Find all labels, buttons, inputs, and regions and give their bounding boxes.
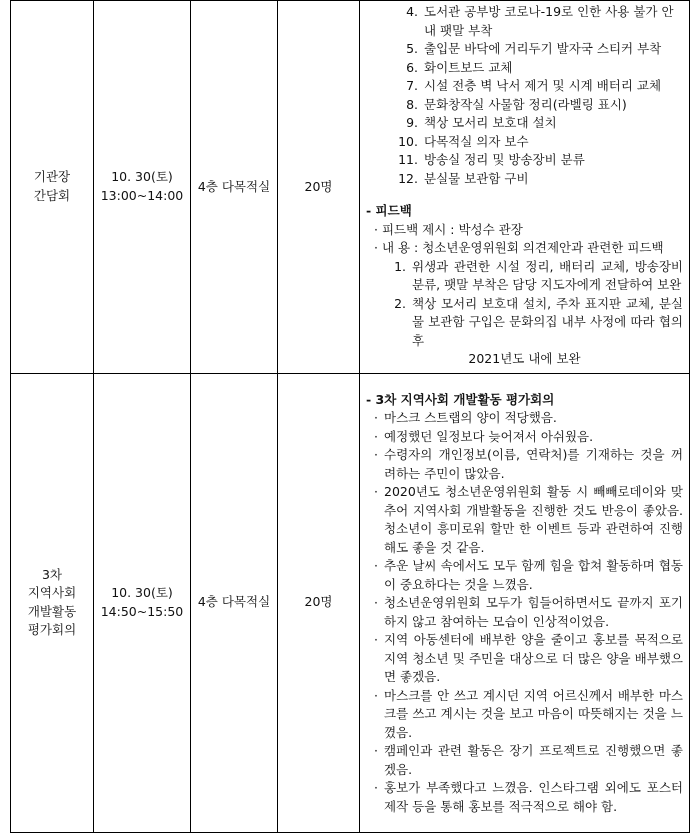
list-item-number: 9. [406, 115, 418, 130]
participant-count: 20명 [304, 594, 333, 610]
feedback-item-text: 책상 모서리 보호대 설치, 주차 표지판 교체, 분실물 보관함 구입은 문화의집 내부 사정에 따라 협의 후 [412, 295, 683, 348]
list-item-text: 문화창작실 사물함 정리(라벨링 표시) [424, 96, 627, 112]
list-item-number: 8. [406, 96, 418, 112]
feedback-item [384, 258, 683, 295]
evaluation-item-text: 수령자의 개인정보(이름, 연락처)를 기재하는 것을 꺼려하는 주민이 많았음. [384, 447, 683, 481]
meeting-name-cell [11, 373, 94, 832]
feedback-list [366, 258, 683, 351]
list-item-text: 출입문 바닥에 거리두기 발자국 스티커 부착 [424, 41, 662, 56]
bullet-dot: · [374, 632, 378, 648]
list-item-number: 7. [406, 78, 418, 93]
evaluation-item [366, 409, 683, 428]
list-item-text: 도서관 공부방 코로나-19로 인한 사용 불가 안내 팻말 부착 [424, 4, 674, 38]
bullet-dot: · [374, 558, 378, 574]
meeting-date: 10. 30(토) [111, 169, 173, 185]
bullet-dot: · [374, 484, 378, 500]
meeting-name-cell [11, 1, 94, 374]
list-item [396, 151, 683, 170]
evaluation-item-text: 추운 날씨 속에서도 모두 함께 힘을 합쳐 활동하며 협동이 중요하다는 것을 느꼈음. [384, 558, 683, 592]
evaluation-list [366, 409, 683, 816]
list-item-text: 시설 전층 벽 낙서 제거 및 시계 배터리 교체 [424, 78, 662, 93]
feedback-last-line: 2021년도 내에 보완 [468, 351, 581, 366]
evaluation-item-text: 마스크를 안 쓰고 계시던 지역 어르신께서 배부한 마스크를 쓰고 계시는 것을 보고 마음이 따뜻해지는 것을 느꼈음. [384, 687, 683, 740]
place-cell [191, 373, 278, 832]
list-item [396, 96, 683, 115]
bullet-dot: · [374, 447, 378, 463]
evaluation-item-text: 캠페인과 관련 활동은 장기 프로젝트로 진행했으면 좋겠음. [384, 743, 683, 777]
list-item [396, 3, 683, 40]
place-cell [191, 1, 278, 374]
bullet-dot: · [374, 780, 378, 796]
feedback-item-number: 1. [394, 258, 406, 274]
list-item-text: 화이트보드 교체 [424, 59, 513, 75]
evaluation-item [366, 446, 683, 483]
evaluation-item [366, 687, 683, 743]
section-title: - 3차 지역사회 개발활동 평가회의 [366, 391, 555, 407]
evaluation-item-text: 2020년도 청소년운영위원회 활동 시 빼빼로데이와 맞추어 지역사회 개발활동을 진행한 것도 반응이 좋았음. 청소년이 흥미로워 할만 한 이벤트 등과 관련하여 진행해도 좋을 것 같음. [384, 484, 683, 555]
meeting-date: 10. 30(토) [111, 585, 173, 600]
evaluation-item [366, 483, 683, 557]
list-item [396, 40, 683, 59]
evaluation-item-text: 지역 아동센터에 배부한 양을 줄이고 홍보를 목적으로 지역 청소년 및 주민을 대상으로 더 많은 양을 배부했으면 좋겠음. [384, 632, 683, 685]
list-item [396, 170, 683, 189]
evaluation-item-text: 마스크 스트랩의 양이 적당했음. [384, 410, 557, 426]
list-item [396, 114, 683, 133]
list-item-number: 4. [406, 4, 418, 19]
list-item-text: 책상 모서리 보호대 설치 [424, 115, 557, 130]
feedback-item-text: 위생과 관련한 시설 정리, 배터리 교체, 방송장비 분류, 팻말 부착은 담당 지도자에게 전달하여 보완 [412, 258, 683, 292]
list-item-text: 분실물 보관함 구비 [424, 170, 529, 186]
bullet-dot: · [374, 428, 378, 444]
evaluation-item-text: 홍보가 부족했다고 느꼈음. 인스타그램 외에도 포스터 제작 등을 통해 홍보를 적극적으로 해야 함. [384, 780, 683, 814]
participant-count: 20명 [304, 178, 333, 194]
evaluation-item [366, 631, 683, 687]
meeting-time: 14:50~15:50 [100, 603, 184, 619]
meeting-place: 4층 다목적실 [197, 594, 271, 610]
list-item [396, 59, 683, 78]
list-item-number: 11. [398, 152, 418, 167]
evaluation-item [366, 779, 683, 816]
meeting-time: 13:00~14:00 [100, 187, 184, 203]
feedback-title: - 피드백 [366, 203, 412, 218]
list-item [396, 77, 683, 96]
count-cell [278, 373, 360, 832]
list-item-number: 12. [398, 170, 418, 186]
bullet-dot: · [374, 743, 378, 759]
feedback-presenter: · 피드백 제시 : 박성수 관장 [374, 221, 523, 237]
list-item [396, 133, 683, 152]
evaluation-item [366, 428, 683, 447]
evaluation-item-text: 청소년운영위원회 모두가 힘들어하면서도 끝까지 포기하지 않고 참여하는 모습이 인상적이었음. [384, 595, 683, 629]
list-item-text: 방송실 정리 및 방송장비 분류 [424, 152, 585, 167]
activity-table [10, 0, 690, 833]
evaluation-item [366, 557, 683, 594]
datetime-cell [94, 373, 191, 832]
feedback-item-number: 2. [394, 295, 406, 311]
content-cell [360, 1, 690, 374]
list-item-number: 5. [406, 41, 418, 56]
bullet-dot: · [374, 410, 378, 426]
feedback-content: · 내 용 : 청소년운영위원회 의견제안과 관련한 피드백 [374, 240, 664, 255]
evaluation-item [366, 594, 683, 631]
bullet-dot: · [374, 595, 378, 611]
suggestion-list [366, 3, 683, 188]
list-item-number: 10. [398, 133, 418, 149]
meeting-place: 4층 다목적실 [197, 178, 271, 194]
table-row [11, 1, 690, 374]
datetime-cell [94, 1, 191, 374]
meeting-name: 기관장 간담회 [33, 169, 71, 203]
evaluation-item-text: 예정했던 일정보다 늦어져서 아쉬웠음. [384, 428, 594, 444]
bullet-dot: · [374, 687, 378, 703]
content-cell [360, 373, 690, 832]
list-item-number: 6. [406, 59, 418, 75]
feedback-item [384, 295, 683, 351]
evaluation-item [366, 742, 683, 779]
list-item-text: 다목적실 의자 보수 [424, 133, 529, 149]
table-row [11, 373, 690, 832]
count-cell [278, 1, 360, 374]
meeting-name: 3차 지역사회 개발활동 평가회의 [27, 566, 77, 637]
